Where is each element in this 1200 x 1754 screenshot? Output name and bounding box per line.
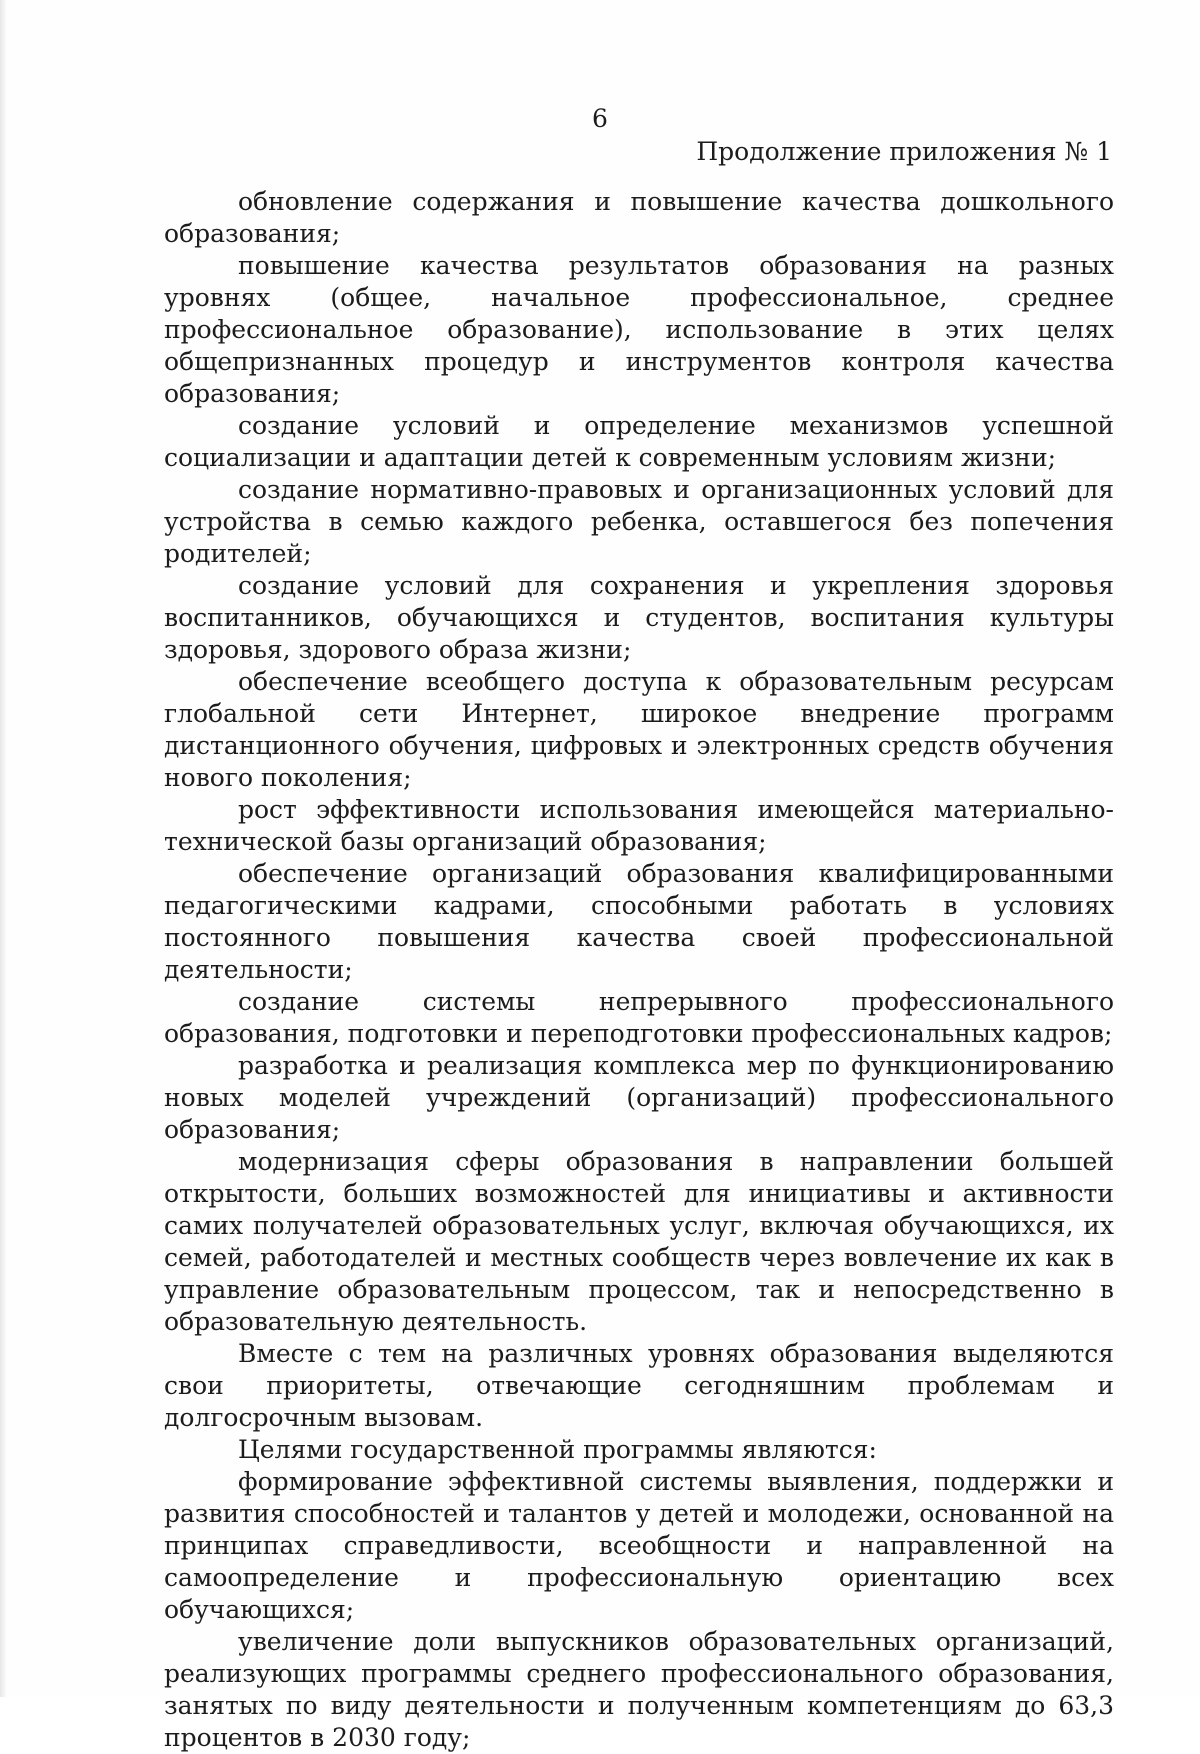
paragraph-modernization: модернизация сферы образования в направлении большей открытости, больших возможностей для инициативы и активности самих получателей образовательных услуг, включая обучающихся, их семей, работодателей и местных сообществ через вовлечение их как в управление образовательным процессом, так и непосредственно в образовательную деятельность. [164, 1147, 1114, 1336]
paragraph-program-goals-heading: Целями государственной программы являются: [238, 1435, 877, 1464]
paragraph-socialization: создание условий и определение механизмов успешной социализации и адаптации детей к современным условиям жизни; [164, 411, 1114, 472]
paragraph-health: создание условий для сохранения и укрепления здоровья воспитанников, обучающихся и студентов, воспитания культуры здоровья, здорового образа жизни; [164, 571, 1114, 664]
paragraph-continuous-education: создание системы непрерывного профессионального образования, подготовки и переподготовки профессиональных кадров; [164, 987, 1114, 1048]
paragraph-graduates-share: увеличение доли выпускников образовательных организаций, реализующих программы среднего профессионального образования, занятых по виду деятельности и полученным компетенциям до 63,3 процентов в 2030 году; [164, 1627, 1114, 1752]
paragraph-new-models: разработка и реализация комплекса мер по функционированию новых моделей учреждений (организаций) профессионального образования; [164, 1051, 1114, 1144]
page-number: 6 [592, 104, 608, 133]
paragraph-preschool-education: обновление содержания и повышение качества дошкольного образования; [164, 187, 1114, 248]
paragraph-internet-access: обеспечение всеобщего доступа к образовательным ресурсам глобальной сети Интернет, широкое внедрение программ дистанционного обучения, цифровых и электронных средств обучения нового поколения; [164, 667, 1114, 792]
scan-edge-shadow [0, 0, 6, 1697]
paragraph-talent-system: формирование эффективной системы выявления, поддержки и развития способностей и талантов у детей и молодежи, основанной на принципах справедливости, всеобщности и направленной на самоопределение и профессиональную ориентацию всех обучающихся; [164, 1467, 1114, 1624]
appendix-continuation-note: Продолжение приложения № 1 [696, 137, 1112, 166]
paragraph-priorities: Вместе с тем на различных уровнях образования выделяются свои приоритеты, отвечающие сегодняшним проблемам и долгосрочным вызовам. [164, 1339, 1114, 1432]
document-body [164, 186, 1114, 1754]
paragraph-family-placement: создание нормативно-правовых и организационных условий для устройства в семью каждого ребенка, оставшегося без попечения родителей; [164, 475, 1114, 568]
paragraph-material-base: рост эффективности использования имеющейся материально-технической базы организаций образования; [164, 795, 1114, 856]
paragraph-education-quality: повышение качества результатов образования на разных уровнях (общее, начальное профессиональное, среднее профессиональное образование), использование в этих целях общепризнанных процедур и инструментов контроля качества образования; [164, 251, 1114, 408]
paragraph-teaching-staff: обеспечение организаций образования квалифицированными педагогическими кадрами, способными работать в условиях постоянного повышения качества своей профессиональной деятельности; [164, 859, 1114, 984]
